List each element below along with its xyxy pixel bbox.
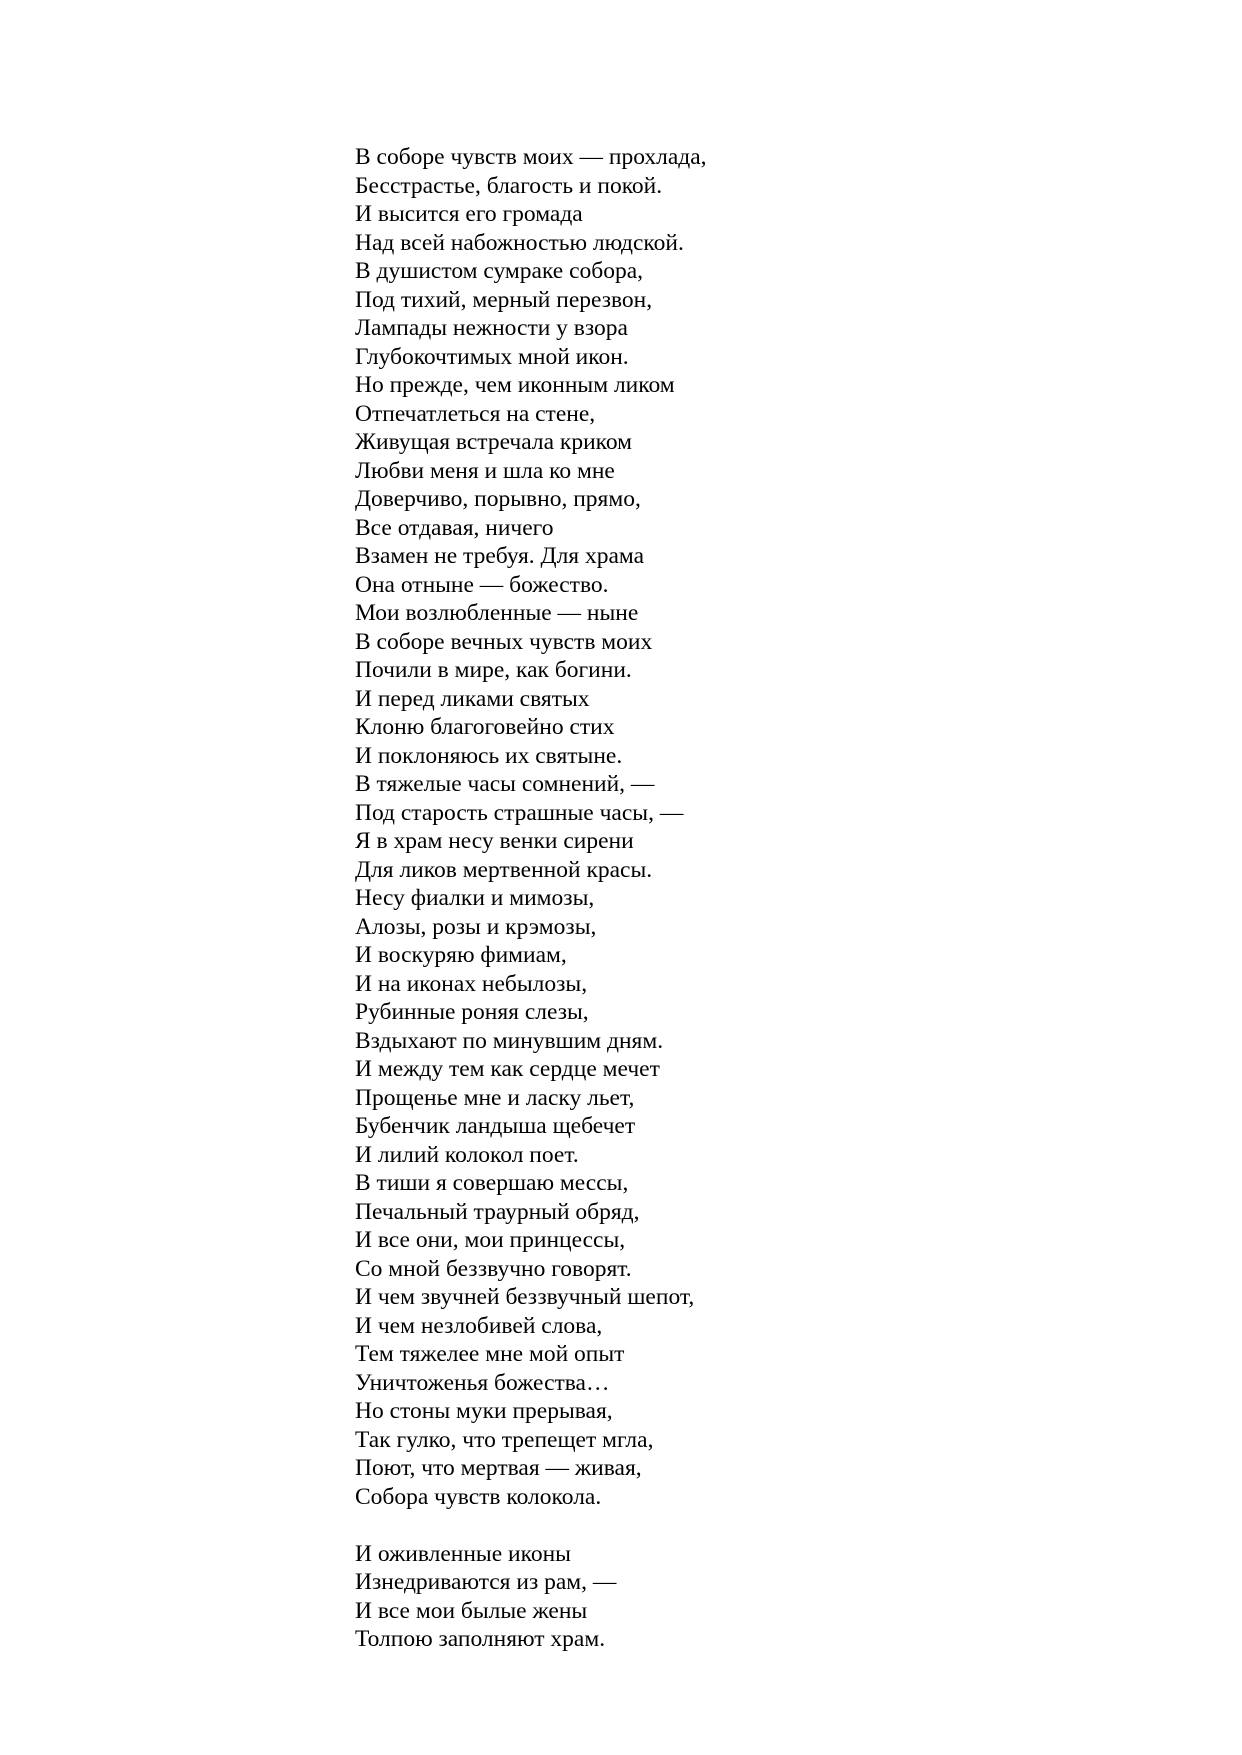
poem-line: В тяжелые часы сомнений, —: [355, 771, 655, 797]
poem-line: Печальный траурный обряд,: [355, 1198, 640, 1225]
poem-line: Для ликов мертвенной красы.: [355, 856, 653, 883]
poem-line: Над всей набожностью людской.: [355, 229, 684, 256]
poem-line: И все мои былые жены: [355, 1597, 588, 1624]
poem-line: Взамен не требуя. Для храма: [355, 543, 645, 569]
poem-line: Почили в мире, как богини.: [355, 657, 632, 683]
poem-line: Я в храм несу венки сирени: [355, 828, 634, 854]
poem-line: Лампады нежности у взора: [355, 315, 628, 341]
poem-line: Прощенье мне и ласку льет,: [355, 1084, 635, 1111]
poem-line: Глубокочтимых мной икон.: [355, 343, 629, 370]
poem-line: Так гулко, что трепещет мгла,: [355, 1426, 654, 1453]
poem-line: Под старость страшные часы, —: [355, 799, 684, 826]
poem-line: В соборе вечных чувств моих: [355, 628, 653, 655]
poem-line: Любви меня и шла ко мне: [355, 457, 615, 484]
poem-line: Отпечатлеться на стене,: [355, 400, 596, 427]
poem-line: И на иконах небылозы,: [355, 970, 588, 997]
poem-line: Тем тяжелее мне мой опыт: [355, 1341, 625, 1367]
poem-line: Мои возлюбленные — ныне: [355, 600, 639, 626]
poem-line: И чем звучней беззвучный шепот,: [355, 1284, 695, 1310]
poem-line: Несу фиалки и мимозы,: [355, 885, 595, 911]
poem-line: И лилий колокол поет.: [355, 1141, 579, 1168]
poem-line: Доверчиво, порывно, прямо,: [355, 486, 641, 512]
poem-line: Вздыхают по минувшим дням.: [355, 1027, 664, 1054]
poem-line: Она отныне — божество.: [355, 571, 609, 598]
poem-line: Изнедриваются из рам, —: [355, 1569, 617, 1595]
poem-line: Уничтоженья божества…: [355, 1369, 610, 1396]
poem-line: В соборе чувств моих — прохлада,: [355, 144, 707, 170]
poem-line: Клоню благоговейно стих: [355, 714, 615, 740]
poem-line: И перед ликами святых: [355, 685, 590, 712]
poem-line: Бубенчик ландыша щебечет: [355, 1113, 636, 1139]
poem-line: Бесстрастье, благость и покой.: [355, 172, 663, 199]
poem-line: Все отдавая, ничего: [355, 514, 554, 541]
poem-line: И высится его громада: [355, 201, 583, 227]
poem-line: Собора чувств колокола.: [355, 1483, 602, 1510]
poem: [355, 143, 1055, 1654]
poem-line: И между тем как сердце мечет: [355, 1056, 660, 1082]
poem-line: Алозы, розы и крэмозы,: [355, 913, 597, 940]
poem-line: В душистом сумраке собора,: [355, 258, 644, 284]
poem-line: Но стоны муки прерывая,: [355, 1398, 613, 1424]
poem-line: И все они, мои принцессы,: [355, 1227, 626, 1253]
poem-line: И воскуряю фимиам,: [355, 942, 567, 968]
poem-line: И оживленные иконы: [355, 1540, 571, 1567]
poem-line: В тиши я совершаю мессы,: [355, 1170, 629, 1196]
poem-line: И поклоняюсь их святыне.: [355, 742, 623, 769]
poem-line: Поют, что мертвая — живая,: [355, 1455, 642, 1481]
poem-line: Со мной беззвучно говорят.: [355, 1255, 632, 1282]
poem-line: Под тихий, мерный перезвон,: [355, 286, 653, 313]
poem-line: Рубинные роняя слезы,: [355, 999, 589, 1025]
poem-line: Живущая встречала криком: [355, 429, 633, 455]
poem-line: Но прежде, чем иконным ликом: [355, 372, 675, 398]
stanza: [355, 143, 1055, 1511]
stanza: [355, 1540, 1055, 1654]
poem-line: Толпою заполняют храм.: [355, 1626, 606, 1652]
poem-line: И чем незлобивей слова,: [355, 1312, 603, 1339]
